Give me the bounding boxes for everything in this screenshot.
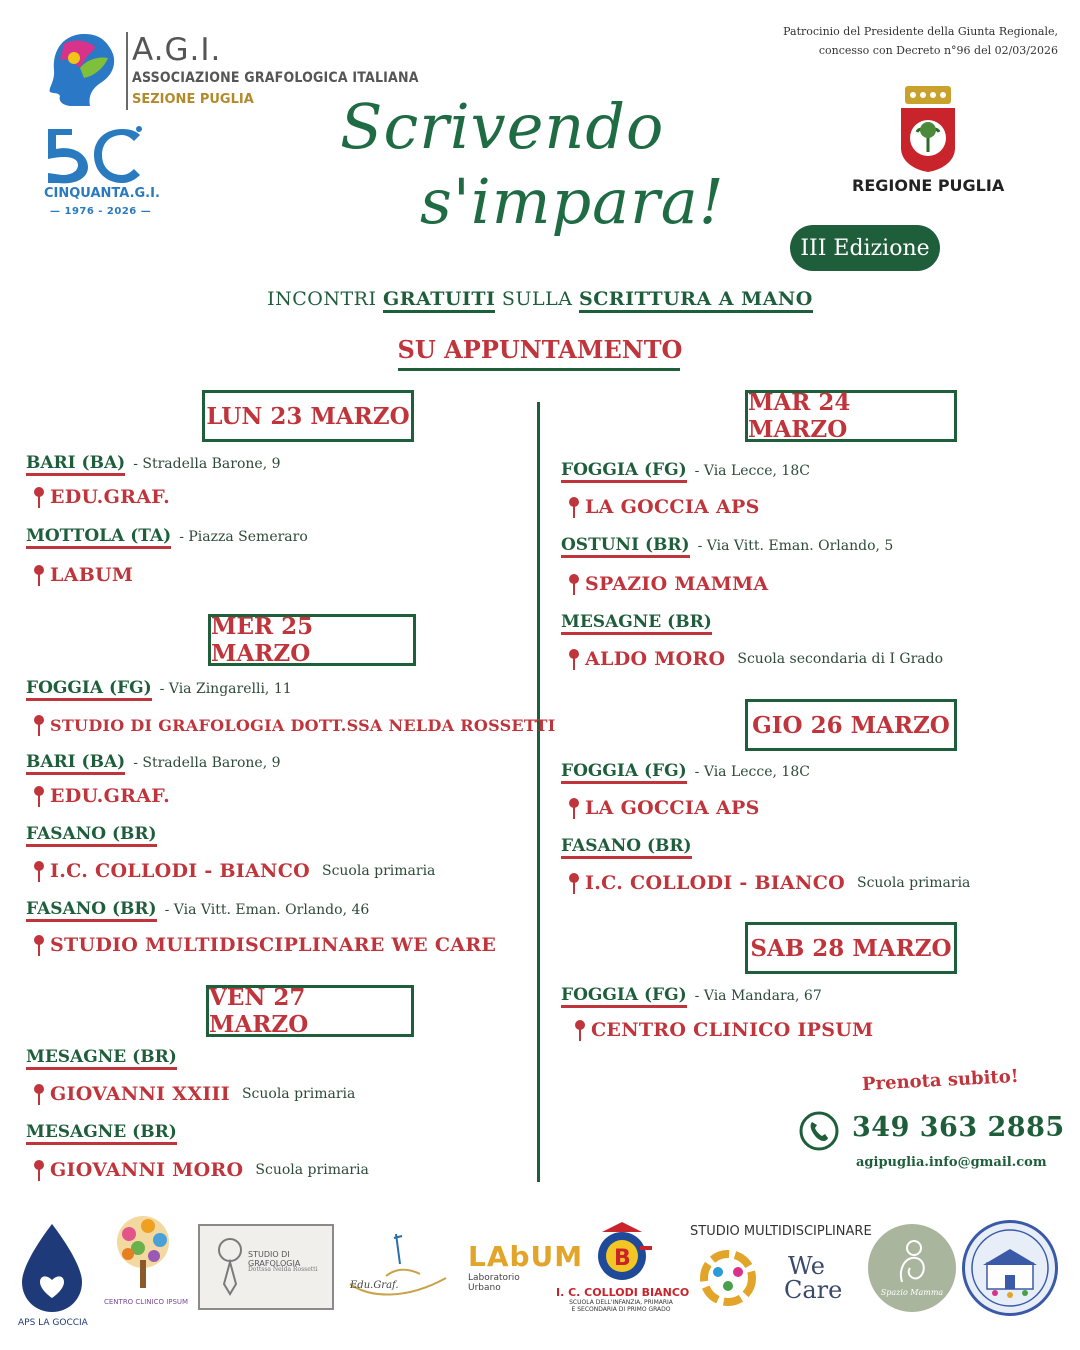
day-box-ven: VEN 27 MARZO: [206, 985, 414, 1037]
city-address: - Via Mandara, 67: [694, 988, 822, 1004]
goccia-label: APS LA GOCCIA: [18, 1318, 88, 1328]
phone-number[interactable]: 349 363 2885: [852, 1112, 1065, 1143]
map-pin-icon: [32, 1159, 46, 1181]
intro-line: [0, 288, 1080, 310]
city-address: - Stradella Barone, 9: [133, 755, 281, 771]
title-line-2: s'impara!: [420, 165, 725, 238]
city-address: - Via Lecce, 18C: [694, 463, 810, 479]
agi-head-logo: [44, 30, 126, 110]
region-name: REGIONE PUGLIA: [852, 176, 1005, 195]
entry-city: [26, 1047, 177, 1067]
entry-city: [26, 678, 292, 698]
venue-name: SPAZIO MAMMA: [585, 573, 769, 595]
map-pin-icon: [567, 496, 581, 518]
venue-name: STUDIO DI GRAFOLOGIA DOTT.SSA NELDA ROSSETTI: [50, 715, 556, 735]
booking-call-to-action: Prenota subito!: [861, 1065, 1020, 1096]
venue-note: Scuola primaria: [856, 875, 971, 891]
column-divider: [537, 402, 540, 1182]
city-address: - Piazza Semeraro: [179, 529, 308, 545]
entry-city: [26, 526, 308, 546]
patronage-line-1: Patrocinio del Presidente della Giunta Regionale,: [783, 25, 1058, 38]
studio-label-2: Dottssa Nelda Rossetti: [248, 1266, 318, 1273]
labum-sub-2: Urbano: [468, 1283, 501, 1293]
city-name: MESAGNE (BR): [26, 1047, 177, 1070]
wecare-logo: [690, 1224, 872, 1314]
map-pin-icon: [32, 486, 46, 508]
labum-logo: [468, 1240, 584, 1304]
collodi-sub-2: E SECONDARIA DI PRIMO GRADO: [571, 1306, 671, 1313]
wecare-heading: STUDIO MULTIDISCIPLINARE: [690, 1224, 872, 1239]
entry-city: [26, 1122, 177, 1142]
map-pin-icon: [567, 872, 581, 894]
city-address: - Via Zingarelli, 11: [159, 681, 292, 697]
entry-venue: [32, 1083, 355, 1105]
intro-word-handwriting: SCRITTURA A MANO: [579, 288, 813, 313]
city-name: MESAGNE (BR): [26, 1122, 177, 1145]
map-pin-icon: [32, 785, 46, 807]
entry-city: [26, 899, 369, 919]
spazio-mamma-label: Spazio Mamma: [880, 1288, 944, 1297]
city-name: FOGGIA (FG): [561, 460, 687, 483]
region-crest-icon: [895, 82, 961, 174]
venue-name: GIOVANNI MORO: [50, 1159, 244, 1181]
edugraf-label: Edu.Graf.: [350, 1280, 399, 1291]
city-name: FASANO (BR): [561, 836, 692, 859]
map-pin-icon: [567, 573, 581, 595]
city-name: FASANO (BR): [26, 824, 157, 847]
city-address: - Via Lecce, 18C: [694, 764, 810, 780]
svg-text:B: B: [614, 1246, 631, 1271]
entry-venue: [567, 496, 760, 518]
hand-icon: [346, 1228, 454, 1308]
venue-name: EDU.GRAF.: [50, 486, 171, 508]
school-building-icon: [965, 1223, 1055, 1313]
entry-venue: [32, 934, 496, 956]
map-pin-icon: [567, 648, 581, 670]
collodi-label: I. C. COLLODI BIANCO: [556, 1286, 690, 1299]
water-drop-icon: [18, 1222, 86, 1314]
venue-name: STUDIO MULTIDISCIPLINARE WE CARE: [50, 934, 497, 956]
goccia-logo: [18, 1222, 86, 1330]
city-name: FOGGIA (FG): [561, 761, 687, 784]
labum-sub-1: Laboratorio: [468, 1273, 520, 1283]
studio-label-1: STUDIO DI GRAFOLOGIA: [248, 1250, 301, 1268]
patronage-line-2: concesso con Decreto n°96 del 02/03/2026: [818, 44, 1058, 57]
entry-city: [561, 761, 810, 781]
labum-label: LAbUM: [468, 1240, 584, 1273]
entry-city: [26, 453, 281, 473]
entry-venue: [32, 785, 170, 807]
entry-venue: [567, 797, 760, 819]
wecare-word-2: Care: [784, 1276, 843, 1304]
entry-city: [561, 535, 893, 555]
city-address: - Via Vitt. Eman. Orlando, 5: [697, 538, 894, 554]
map-pin-icon: [573, 1019, 587, 1041]
entry-city: [561, 612, 712, 632]
entry-venue: [32, 486, 170, 508]
entry-city: [26, 752, 281, 772]
entry-city: [561, 836, 692, 856]
venue-name: I.C. COLLODI - BIANCO: [585, 872, 845, 894]
venue-name: LA GOCCIA APS: [585, 797, 760, 819]
spazio-mamma-logo: [868, 1224, 956, 1312]
entry-city: [561, 985, 822, 1005]
city-name: FASANO (BR): [26, 899, 157, 922]
agi-title: A.G.I.: [132, 32, 222, 68]
map-pin-icon: [32, 564, 46, 586]
venue-name: I.C. COLLODI - BIANCO: [50, 860, 310, 882]
city-name: OSTUNI (BR): [561, 535, 690, 558]
venue-name: GIOVANNI XXIII: [50, 1083, 230, 1105]
day-box-mar: MAR 24 MARZO: [745, 390, 957, 442]
school-emblem-icon: [592, 1218, 652, 1282]
scuola-seal-logo: [962, 1220, 1058, 1316]
intro-word-1: INCONTRI: [267, 288, 384, 310]
entry-venue: [567, 872, 970, 894]
phone-icon: [798, 1110, 840, 1152]
entry-venue: [32, 714, 556, 736]
wecare-word-1: We: [788, 1252, 825, 1280]
agi-section: SEZIONE PUGLIA: [132, 92, 254, 107]
entry-venue: [567, 573, 768, 595]
day-box-sab: SAB 28 MARZO: [745, 922, 957, 974]
map-pin-icon: [567, 797, 581, 819]
entry-venue: [567, 648, 943, 670]
entry-venue: [573, 1019, 873, 1041]
entry-venue: [32, 860, 435, 882]
intro-word-3: SULLA: [495, 288, 579, 310]
city-name: FOGGIA (FG): [26, 678, 152, 701]
email-address[interactable]: agipuglia.info@gmail.com: [856, 1155, 1047, 1170]
map-pin-icon: [32, 1083, 46, 1105]
fifty-years-range: — 1976 - 2026 —: [50, 206, 152, 217]
map-pin-icon: [32, 714, 46, 736]
agi-full-name: ASSOCIAZIONE GRAFOLOGICA ITALIANA: [132, 70, 419, 86]
appointment-heading: SU APPUNTAMENTO: [397, 335, 683, 364]
collodi-logo: [556, 1218, 690, 1330]
day-box-gio: GIO 26 MARZO: [745, 699, 957, 751]
patronage-note: [758, 22, 1058, 60]
day-box-mer: MER 25 MARZO: [208, 614, 416, 666]
venue-name: EDU.GRAF.: [50, 785, 171, 807]
venue-note: Scuola secondaria di I Grado: [737, 651, 944, 667]
fifty-years-logo: [44, 125, 144, 185]
city-name: FOGGIA (FG): [561, 985, 687, 1008]
studio-grafologia-logo: [198, 1224, 334, 1310]
city-address: - Via Vitt. Eman. Orlando, 46: [164, 902, 370, 918]
map-pin-icon: [32, 934, 46, 956]
venue-note: Scuola primaria: [241, 1086, 356, 1102]
pen-nib-icon: [214, 1236, 246, 1298]
city-name: BARI (BA): [26, 752, 125, 775]
tree-icon: [104, 1212, 182, 1294]
entry-city: [26, 824, 157, 844]
venue-name: ALDO MORO: [585, 648, 726, 670]
agi-divider: [126, 32, 128, 110]
edition-badge: III Edizione: [790, 225, 940, 271]
ipsum-label: CENTRO CLINICO IPSUM: [104, 1298, 189, 1306]
venue-name: CENTRO CLINICO IPSUM: [591, 1019, 874, 1041]
ipsum-logo: [104, 1212, 189, 1312]
city-address: - Stradella Barone, 9: [133, 456, 281, 472]
venue-note: Scuola primaria: [255, 1162, 369, 1178]
map-pin-icon: [32, 860, 46, 882]
collodi-sub-1: SCUOLA DELL'INFANZIA, PRIMARIA: [569, 1299, 673, 1306]
city-name: BARI (BA): [26, 453, 125, 476]
city-name: MESAGNE (BR): [561, 612, 712, 635]
entry-venue: [32, 1159, 369, 1181]
title-line-1: Scrivendo: [340, 90, 665, 163]
edugraf-logo: [346, 1228, 454, 1308]
venue-note: Scuola primaria: [321, 863, 436, 879]
city-name: MOTTOLA (TA): [26, 526, 171, 549]
mother-child-icon: [892, 1238, 932, 1284]
venue-name: LABUM: [50, 564, 134, 586]
day-box-lun: LUN 23 MARZO: [202, 390, 414, 442]
people-circle-icon: [696, 1246, 760, 1310]
entry-city: [561, 460, 810, 480]
appointment-underline: [398, 368, 680, 371]
fifty-years-name: CINQUANTA.G.I.: [44, 186, 160, 201]
venue-name: LA GOCCIA APS: [585, 496, 760, 518]
entry-venue: [32, 564, 133, 586]
intro-word-free: GRATUITI: [383, 288, 495, 313]
